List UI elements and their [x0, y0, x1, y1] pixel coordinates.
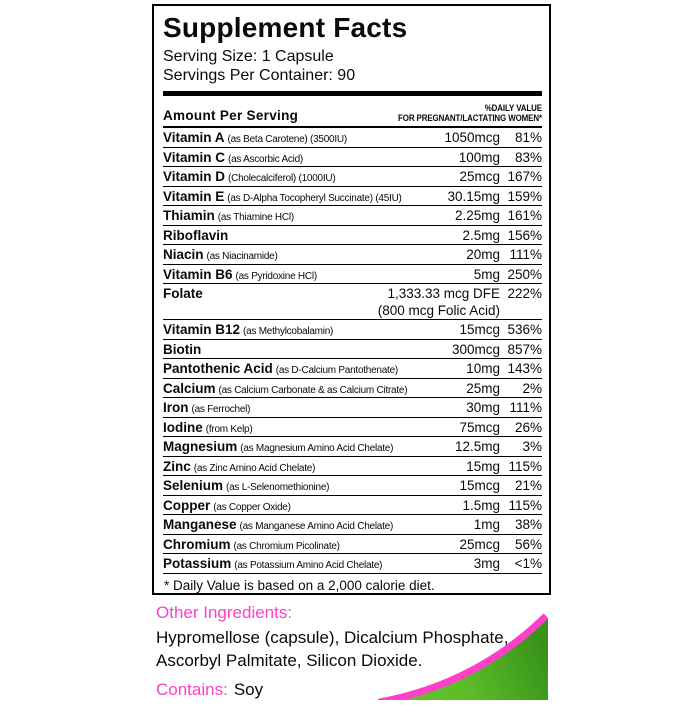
other-ingredients-line2: Ascorbyl Palmitate, Silicon Dioxide.	[156, 650, 423, 670]
nutrient-daily-value: 38%	[514, 517, 542, 532]
nutrient-amount: 15mcg	[459, 478, 500, 493]
nutrient-row	[163, 283, 542, 303]
nutrient-descriptor: (as Copper Oxide)	[213, 501, 291, 513]
nutrient-daily-value: 3%	[522, 439, 542, 454]
nutrient-descriptor: (as Beta Carotene) (3500IU)	[227, 134, 347, 145]
nutrient-name: Vitamin A	[163, 130, 225, 145]
nutrient-row	[163, 534, 542, 554]
nutrient-row	[163, 417, 542, 437]
nutrient-row	[163, 553, 542, 573]
nutrient-row	[163, 244, 542, 264]
nutrient-descriptor: (as Ascorbic Acid)	[228, 153, 303, 165]
nutrient-row	[163, 205, 542, 225]
nutrient-descriptor: (Cholecalciferol) (1000IU)	[228, 173, 336, 184]
nutrient-amount: 25mg	[466, 380, 500, 396]
nutrient-daily-value: 26%	[514, 419, 542, 435]
nutrient-descriptor: (as Manganese Amino Acid Chelate)	[239, 521, 394, 532]
nutrient-row	[163, 495, 542, 515]
nutrient-amount: 20mg	[466, 247, 500, 262]
nutrient-amount: 5mg	[473, 266, 500, 282]
nutrient-name: Zinc	[163, 458, 191, 474]
nutrient-row	[163, 456, 542, 476]
nutrient-amount: 2.25mg	[454, 208, 500, 223]
nutrient-rows	[163, 128, 542, 573]
nutrient-name: Vitamin E	[163, 188, 225, 204]
nutrient-name: Chromium	[163, 536, 231, 552]
nutrient-daily-value: 536%	[507, 322, 542, 337]
nutrient-daily-value: 83%	[514, 149, 542, 165]
servings-per-container-line: Servings Per Container: 90	[163, 66, 356, 84]
nutrient-name: Pantothenic Acid	[163, 361, 273, 376]
nutrient-daily-value: 81%	[514, 130, 542, 145]
nutrient-amount: 1,333.33 mcg DFE	[387, 286, 500, 301]
nutrient-daily-value: 111%	[509, 400, 542, 415]
nutrient-daily-value: 143%	[507, 361, 542, 376]
nutrient-daily-value: 222%	[507, 286, 542, 301]
nutrient-daily-value: <1%	[514, 556, 542, 571]
nutrient-subline-text: (800 mcg Folic Acid)	[377, 302, 500, 318]
nutrient-daily-value: 250%	[507, 266, 542, 282]
nutrient-amount: 10mg	[466, 361, 500, 376]
nutrient-daily-value: 115%	[508, 497, 542, 513]
nutrient-name: Biotin	[163, 341, 202, 357]
serving-size-line: Serving Size: 1 Capsule	[163, 48, 334, 65]
nutrient-daily-value: 111%	[509, 247, 542, 262]
nutrient-name: Vitamin D	[163, 169, 226, 184]
nutrient-amount: 300mcg	[451, 341, 500, 357]
supplement-facts-panel	[152, 4, 551, 595]
nutrient-name: Iodine	[163, 419, 203, 435]
contains-label: Contains:	[156, 680, 228, 699]
nutrient-descriptor: (as Pyridoxine HCl)	[235, 270, 317, 282]
swoosh-green-shape	[378, 619, 548, 700]
nutrient-amount: 30mg	[466, 400, 500, 415]
daily-value-footnote: * Daily Value is based on a 2,000 calorie diet.	[163, 573, 542, 593]
nutrient-name: Vitamin C	[163, 149, 226, 165]
nutrient-daily-value: 167%	[507, 169, 542, 184]
nutrient-amount: 2.5mg	[462, 227, 500, 243]
nutrient-daily-value: 156%	[507, 227, 542, 243]
nutrient-descriptor: (from Kelp)	[205, 423, 253, 435]
nutrient-descriptor: (as Potassium Amino Acid Chelate)	[234, 560, 383, 571]
nutrient-row	[163, 475, 542, 495]
nutrient-name: Vitamin B12	[163, 322, 241, 337]
nutrient-amount: 1.5mg	[462, 497, 500, 513]
nutrient-descriptor: (as Thiamine HCl)	[217, 212, 294, 223]
nutrient-name: Manganese	[163, 517, 237, 532]
nutrient-descriptor: (as D-Calcium Pantothenate)	[275, 365, 398, 376]
daily-value-header-line1: %DAILY VALUE	[484, 103, 542, 113]
nutrient-row	[163, 128, 542, 147]
panel-title: Supplement Facts	[163, 12, 408, 43]
nutrient-descriptor: (as Methylcobalamin)	[243, 326, 334, 337]
nutrient-name: Niacin	[163, 247, 204, 262]
nutrient-descriptor: (as Chromium Picolinate)	[233, 540, 340, 552]
amount-per-serving-header: Amount Per Serving	[163, 108, 299, 123]
nutrient-daily-value: 159%	[507, 188, 542, 204]
nutrient-descriptor: (as Ferrochel)	[191, 404, 251, 415]
daily-value-header-line2: FOR PREGNANT/LACTATING WOMEN*	[398, 112, 542, 123]
nutrient-name: Iron	[163, 400, 189, 415]
nutrient-row	[163, 264, 542, 284]
nutrient-amount: 1050mcg	[444, 130, 500, 145]
nutrient-row	[163, 147, 542, 167]
nutrient-name: Thiamin	[163, 208, 215, 223]
nutrient-subline	[163, 303, 542, 320]
nutrient-row	[163, 358, 542, 378]
nutrient-descriptor: (as L-Selenomethionine)	[226, 482, 330, 493]
nutrient-row	[163, 186, 542, 206]
nutrient-row	[163, 166, 542, 186]
other-ingredients-heading: Other Ingredients:	[156, 603, 293, 622]
nutrient-daily-value: 857%	[507, 341, 542, 357]
nutrient-amount: 100mg	[458, 149, 500, 165]
nutrient-descriptor: (as Magnesium Amino Acid Chelate)	[240, 443, 394, 454]
nutrient-amount: 25mcg	[459, 536, 500, 552]
nutrient-daily-value: 161%	[507, 208, 542, 223]
nutrient-descriptor: (as Niacinamide)	[206, 251, 278, 262]
nutrient-daily-value: 56%	[514, 536, 542, 552]
nutrient-amount: 25mcg	[459, 169, 500, 184]
nutrient-row	[163, 397, 542, 417]
other-ingredients-line1: Hypromellose (capsule), Dicalcium Phosphate,	[156, 628, 509, 647]
nutrient-descriptor: (as D-Alpha Tocopheryl Succinate) (45IU)	[227, 192, 402, 204]
nutrient-name: Magnesium	[163, 439, 238, 454]
brand-swoosh-graphic	[378, 613, 548, 700]
nutrient-row	[163, 378, 542, 398]
nutrient-descriptor: (as Zinc Amino Acid Chelate)	[193, 462, 316, 474]
table-header	[163, 96, 542, 128]
nutrient-amount: 15mcg	[459, 322, 500, 337]
nutrient-name: Vitamin B6	[163, 266, 233, 282]
nutrient-name: Selenium	[163, 478, 224, 493]
nutrient-name: Copper	[163, 497, 211, 513]
nutrient-daily-value: 2%	[522, 380, 542, 396]
nutrient-row	[163, 436, 542, 456]
nutrient-row	[163, 514, 542, 534]
nutrient-row	[163, 339, 542, 359]
nutrient-name: Potassium	[163, 556, 232, 571]
nutrient-descriptor: (as Calcium Carbonate & as Calcium Citrate)	[218, 384, 408, 396]
swoosh-svg	[378, 613, 548, 700]
nutrient-daily-value: 115%	[508, 458, 542, 474]
nutrient-name: Calcium	[163, 380, 216, 396]
nutrient-row	[163, 225, 542, 245]
nutrient-amount: 30.15mg	[447, 188, 500, 204]
nutrient-name: Folate	[163, 286, 203, 301]
nutrient-amount: 12.5mg	[454, 439, 500, 454]
nutrient-daily-value: 21%	[514, 478, 542, 493]
nutrient-row	[163, 319, 542, 339]
nutrient-name: Riboflavin	[163, 227, 229, 243]
nutrient-amount: 15mg	[466, 458, 500, 474]
nutrient-amount: 3mg	[473, 556, 500, 571]
contains-value: Soy	[233, 680, 264, 699]
nutrient-amount: 1mg	[473, 517, 500, 532]
nutrient-amount: 75mcg	[459, 419, 500, 435]
daily-value-header	[398, 104, 542, 123]
